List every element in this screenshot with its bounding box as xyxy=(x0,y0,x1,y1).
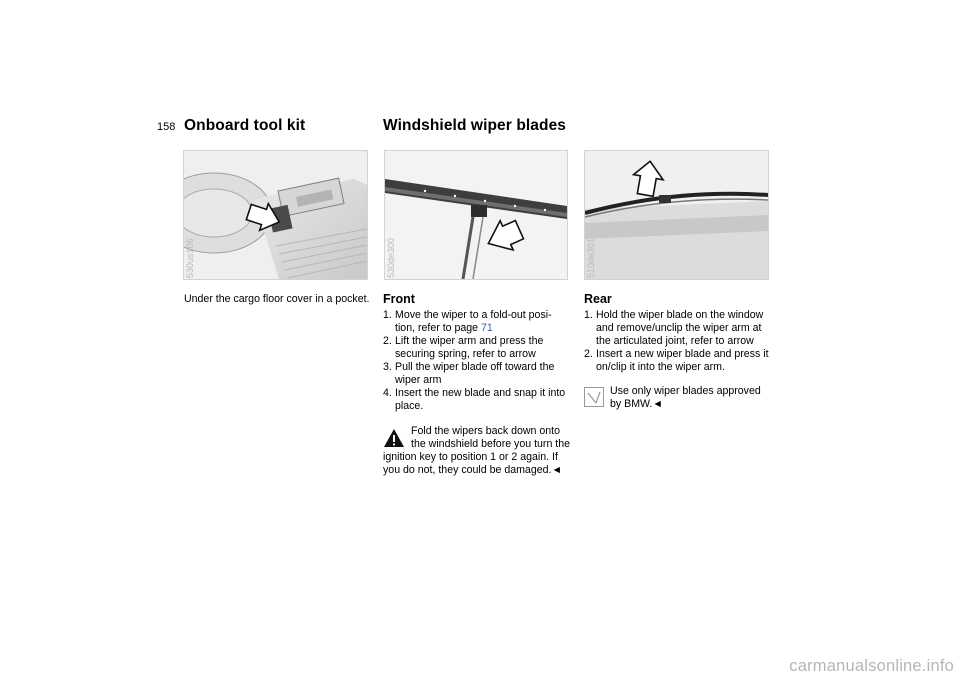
warning-triangle-icon xyxy=(383,428,405,448)
front-wiper-image-code: 530de300 xyxy=(386,237,396,278)
list-item: 2. Lift the wiper arm and press the securing spring, refer to arrow xyxy=(383,335,544,360)
list-item: 3. Pull the wiper blade off toward the wiper arm xyxy=(383,361,555,386)
tool-kit-title: Onboard tool kit xyxy=(184,117,306,134)
page-71-link[interactable]: 71 xyxy=(480,322,493,334)
tool-kit-image-code: 530us106 xyxy=(185,238,195,278)
list-item: 2. Insert a new wiper blade and press it on/clip it into the wiper arm. xyxy=(584,348,769,373)
rear-section xyxy=(584,292,779,411)
front-warning-note: Fold the wipers back down onto the windshield before you turn the ignition key to position 1 or 2 again. If you do not, they could be damaged.◄ xyxy=(383,425,571,476)
rear-subheading: Rear xyxy=(584,292,612,306)
tool-kit-photo xyxy=(183,150,368,280)
list-item: 1. Hold the wiper blade on the window and remove/unclip the wiper arm at the articulated joint, refer to arrow xyxy=(584,309,764,347)
rear-wiper-image-code: 510de301 xyxy=(586,237,596,278)
page-number: 158 xyxy=(157,121,176,133)
rear-wiper-photo xyxy=(584,150,769,280)
end-mark-icon: ◄ xyxy=(551,464,562,476)
tool-kit-caption: Under the cargo floor cover in a pocket. xyxy=(184,293,370,305)
list-item: 1. Move the wiper to a fold-out posi- tion, refer to page 71 xyxy=(383,309,552,334)
front-steps-list xyxy=(383,309,578,413)
wiper-blades-title: Windshield wiper blades xyxy=(383,117,567,134)
list-item: 4. Insert the new blade and snap it into place. xyxy=(383,387,566,412)
end-mark-icon: ◄ xyxy=(652,398,663,410)
rear-steps-list xyxy=(584,309,779,374)
front-subheading: Front xyxy=(383,292,415,306)
info-note-icon xyxy=(584,387,604,407)
front-wiper-photo xyxy=(384,150,568,280)
front-section xyxy=(383,292,578,477)
watermark: carmanualsonline.info xyxy=(789,657,954,675)
rear-info-note: Use only wiper blades approved by BMW.◄ xyxy=(584,385,779,411)
